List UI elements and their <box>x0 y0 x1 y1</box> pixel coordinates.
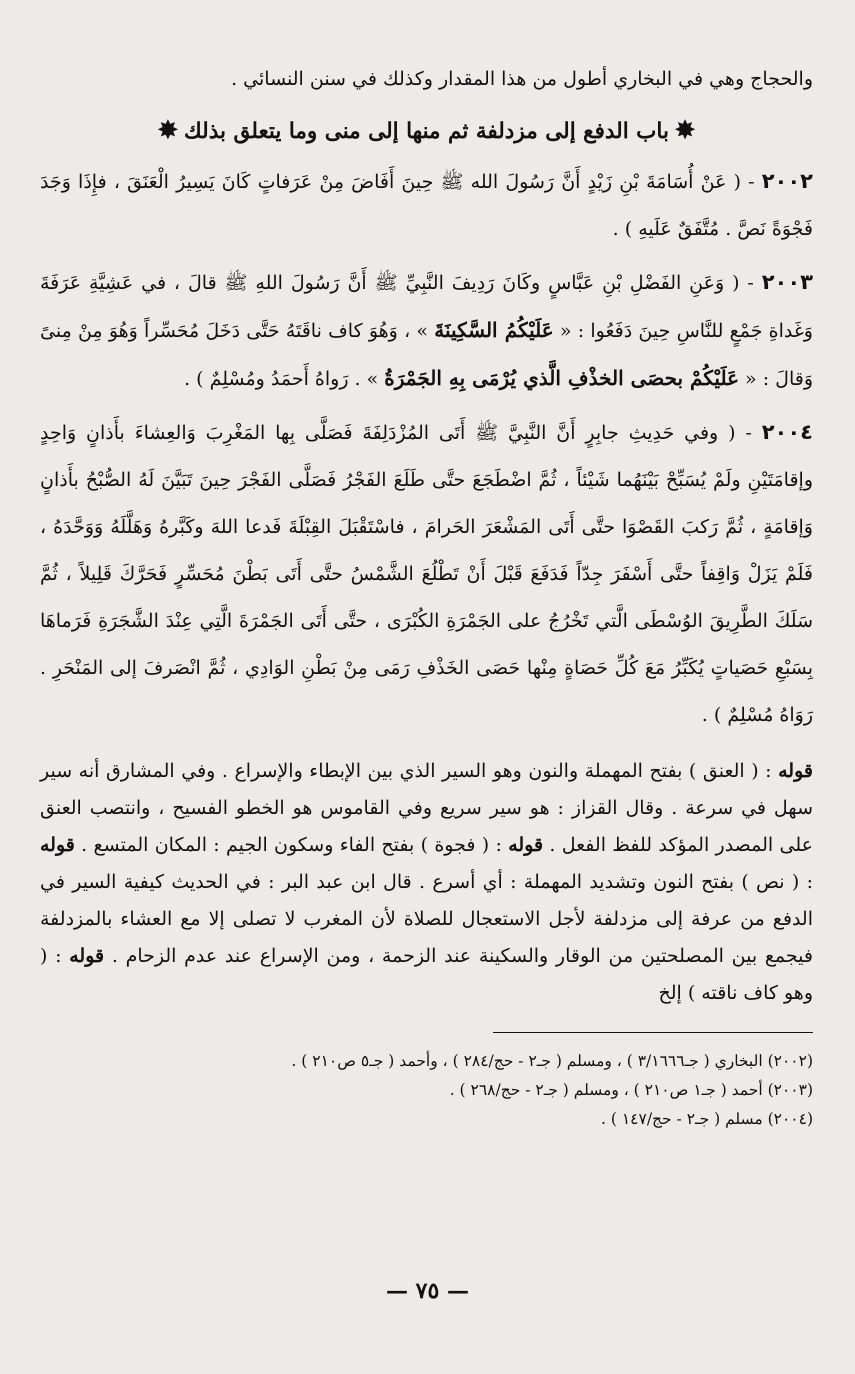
hadith-number: ٢٠٠٢ <box>761 169 813 193</box>
intro-line: والحجاج وهي في البخاري أطول من هذا المقدار وكذلك في سنن النسائي . <box>231 68 813 90</box>
commentary-text: : ( العنق ) بفتح المهملة والنون وهو السير الذي بين الإبطاء والإسراع . وفي المشارق أنه سير سهل في سرعة . وقال القزاز : هو سير سريع وفي القاموس هو الخطو الفسيح ، وانتصب العنق على المصدر المؤكد للفظ الفعل . <box>40 760 813 856</box>
hadith-text: » . رَواهُ أَحمَدُ ومُسْلِمٌ ) . <box>184 368 385 390</box>
star-ornament-icon: ✸ <box>157 115 179 144</box>
hadith-quote-bold: عَلَيْكُمْ بحصَى الخذْفِ الَّذي يُرْمَى بِهِ الجَمْرَةُ <box>384 366 739 390</box>
hadith-text: - ( عَنْ أُسَامَةَ بْنِ زَيْدٍ أَنَّ رَسُولَ الله ﷺ حِينَ أَفَاضَ مِنْ عَرَفاتٍ كَانَ يَسِيرُ الْعَنَقَ ، فإِذَا وَجَدَ فَجْوَةً نَصَّ . مُتَّفَقٌ عَلَيهِ ) . <box>40 171 813 240</box>
hadith-text: » ، وَهُوَ كاف ناقَتَهُ حَتَّى دَخَلَ مُحَسِّراً وَهُوَ مِنْ مِنىً وَقالَ : « <box>40 320 813 390</box>
hadith-2003 <box>40 259 813 403</box>
chapter-title: باب الدفع إلى مزدلفة ثم منها إلى منى وما يتعلق بذلك <box>184 119 669 144</box>
star-ornament-icon: ✸ <box>674 115 696 144</box>
hadith-text: - ( وفي حَدِيثِ جابِرٍ أَنَّ النَّبِيَّ ﷺ أَتَى المُزْدَلِفَةَ فَصَلَّى بِها المَغْرِبَ وَالعِشاءَ بأَذانٍ وَاحِدٍ وإقامَتَيْنِ ولَمْ يُسَبِّحْ بَيْنَهُما شَيْئاً ، ثُمَّ اضْطَجَعَ حتَّى طَلَعَ الفَجْرُ فَصَلَّى الفَجْرَ حِينَ تَبَيَّنَ لَهُ الصُّبْحُ بأَذانٍ وَإقامَةٍ ، ثُمَّ رَكبَ القَصْوَا حتَّى أَتَى المَشْعَرَ الحَرامَ ، فاسْتَقْبَلَ القِبْلَةَ فَدعا اللهَ وكَبَّرهُ وَهَلَّلَهُ وَوَحَّدَهُ ، فَلَمْ يَزَلْ وَاقِفاً حتَّى أَسْفَرَ جِدّاً فَدَفَعَ قَبْلَ أَنْ تَطْلُعَ الشَّمْسُ حتَّى أَتَى بَطْنَ مُحَسِّرٍ فَحَرَّكَ قَلِيلاً ، ثُمَّ سَلَكَ الطَّرِيقَ الوُسْطَى الَّتي تَخْرُجُ على الجَمْرَةِ الكُبْرَى ، حتَّى أَتَى الجَمْرَةَ الَّتِي عِنْدَ الشَّجَرَةِ فَرَماهَا بِسَبْعِ حَصَياتٍ يُكَبِّرُ مَعَ كُلِّ حَصَاةٍ مِنْها حَصَى الخَذْفِ رَمَى مِنْ بَطْنِ الوَادِي ، ثُمَّ انْصَرفَ إلى المَنْحَرِ . رَوَاهُ مُسْلِمٌ ) . <box>40 422 813 726</box>
footnotes <box>40 1047 813 1134</box>
chapter-heading <box>40 110 813 152</box>
footnote-2002: (٢٠٠٢) البخاري ( جـ٣/١٦٦٦ ) ، ومسلم ( جـ٢ - حج/٢٨٤ ) ، وأحمد ( جـ٥ ص٢١٠ ) . <box>291 1052 813 1070</box>
commentary-text: : ( نص ) بفتح النون وتشديد المهملة : أي أسرع . قال ابن عبد البر : في الحديث كيفية السير في الدفع من عرفة إلى مزدلفة لأجل الاستعجال للصلاة لأن المغرب لا تصلى إلا مع العشاء بالمزدلفة فيجمع بين المصلحتين من الوقار والسكينة عند الزحمة ، ومن الإسراع عند عدم الزحام . <box>40 871 813 967</box>
commentary-keyword: قوله <box>40 834 75 856</box>
commentary-keyword: قوله <box>778 760 813 782</box>
commentary-text: : ( وهو كاف ناقته ) إلخ <box>40 945 813 1004</box>
hadith-text: - ( وَعَنِ الفَضْلِ بْنِ عَبَّاسٍ وكَانَ رَدِيفَ النَّبِيِّ ﷺ أَنَّ رَسُولَ اللهِ ﷺ قالَ ، في عَشِيَّةِ عَرَفَةَ وَغَداةِ جَمْعٍ للنَّاسِ حِينَ دَفَعُوا : « <box>40 272 813 342</box>
footnote-2004: (٢٠٠٤) مسلم ( جـ٢ - حج/١٤٧ ) . <box>601 1110 813 1128</box>
hadith-2004 <box>40 409 813 739</box>
commentary <box>40 753 813 1012</box>
hadith-quote-bold: عَلَيْكُمُ السَّكِينَةَ <box>434 318 554 342</box>
page-number: — ٧٥ — <box>386 1278 469 1304</box>
commentary-keyword: قوله <box>69 945 105 967</box>
hadith-number: ٢٠٠٤ <box>761 420 813 444</box>
commentary-keyword: قوله <box>508 834 544 856</box>
footnote-2003: (٢٠٠٣) أحمد ( جـ١ ص٢١٠ ) ، ومسلم ( جـ٢ - حج/٢٦٨ ) . <box>449 1081 813 1099</box>
hadith-number: ٢٠٠٣ <box>761 270 813 294</box>
hadith-2002 <box>40 158 813 253</box>
footnote-divider <box>493 1032 813 1033</box>
commentary-text: : ( فجوة ) بفتح الفاء وسكون الجيم : المكان المتسع . <box>74 834 509 856</box>
